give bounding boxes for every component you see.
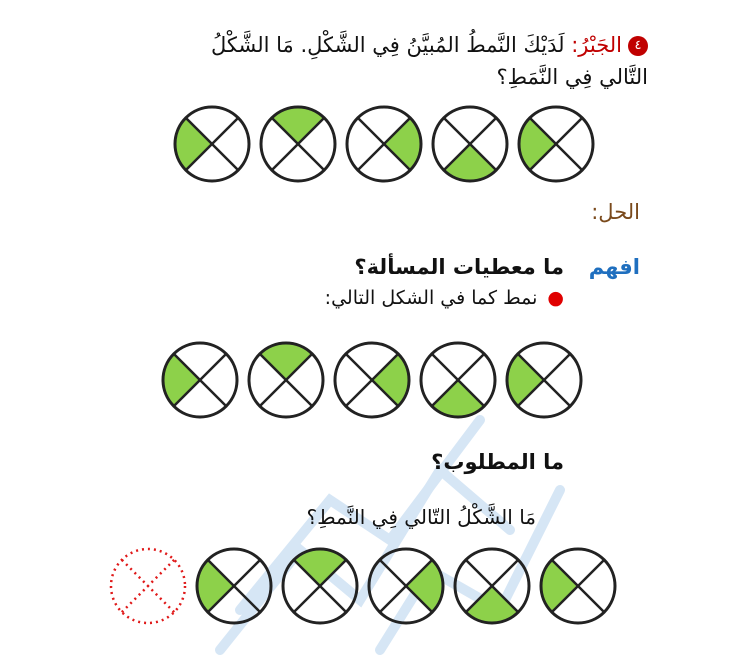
question-number-badge: ٤: [628, 36, 648, 56]
understand-label: افهم: [588, 255, 640, 279]
pattern-circle-2: [249, 343, 323, 417]
pattern-circle-3: [283, 549, 357, 623]
pattern-circle-2: [261, 107, 335, 181]
pattern-circle-3: [335, 343, 409, 417]
pattern-circle-1: [111, 549, 185, 623]
pattern-circle-5: [455, 549, 529, 623]
required-question: مَا الشَّكْلُ التّالي فِي النَّمطِ؟: [306, 505, 536, 529]
pattern-circle-2: [197, 549, 271, 623]
required-title: ما المطلوب؟: [431, 450, 564, 474]
pattern-circle-6: [541, 549, 615, 623]
given-bullet-text: نمط كما في الشكل التالي:: [324, 287, 538, 309]
question-topic: الجَبْرُ:: [571, 33, 622, 57]
pattern-circle-4: [433, 107, 507, 181]
question-line-2: [88, 62, 648, 92]
bullet-dot-icon: ●: [547, 287, 564, 309]
solution-label: الحل:: [591, 200, 640, 224]
pattern-circle-3: [347, 107, 421, 181]
given-title: ما معطيات المسألة؟: [354, 255, 564, 279]
pattern-circle-1: [175, 107, 249, 181]
pattern-circle-5: [519, 107, 593, 181]
question-text-1: لَدَيْكَ النَّمطُ المُبيَّنُ فِي الشَّكْلِ. مَا الشَّكْلُ: [211, 33, 565, 57]
given-bullet-row: [325, 287, 564, 309]
pattern-row-3: [0, 542, 756, 632]
question-text-2: التَّالي فِي النَّمَطِ؟: [496, 65, 648, 89]
circle-diagonal: [122, 560, 174, 612]
pattern-row-2: [0, 337, 756, 427]
pattern-circle-1: [163, 343, 237, 417]
pattern-circle-4: [421, 343, 495, 417]
pattern-circle-4: [369, 549, 443, 623]
question-line-1: [88, 30, 648, 60]
pattern-row-1: [0, 100, 756, 190]
pattern-circle-5: [507, 343, 581, 417]
